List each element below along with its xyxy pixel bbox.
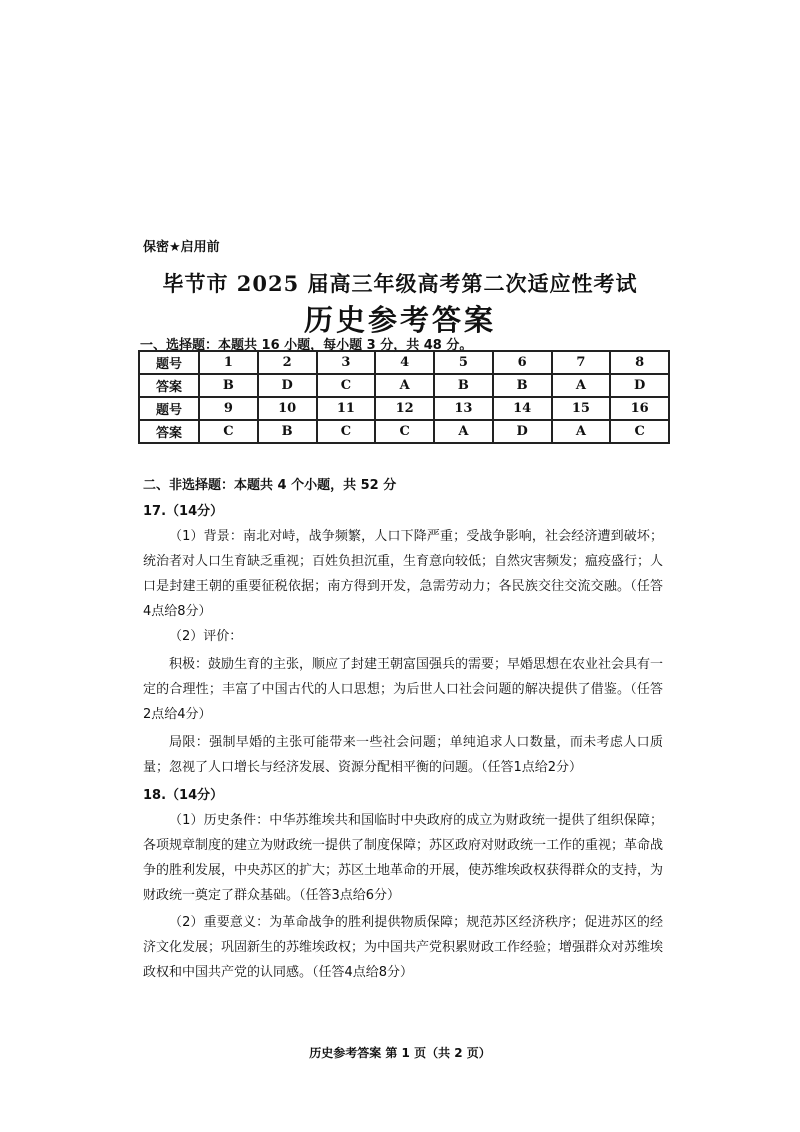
section2-heading: 二、非选择题：本题共 4 个小题，共 52 分	[143, 478, 397, 493]
answer-table-cell: 6	[493, 351, 552, 374]
answer-table-cell: A	[375, 374, 434, 397]
answer-table-cell: 14	[493, 397, 552, 420]
answer-table-row	[139, 351, 669, 374]
answer-table-cell: 11	[317, 397, 376, 420]
answer-table-cell: A	[434, 420, 493, 443]
exam-title: 毕节市 2025 届高三年级高考第二次适应性考试	[162, 271, 638, 296]
answer-table-cell: B	[434, 374, 493, 397]
answer-table-cell: 4	[375, 351, 434, 374]
question-18-part2: （2）重要意义：为革命战争的胜利提供物质保障；规范苏区经济秩序；促进苏区的经济文化发展；巩固新生的苏维埃政权；为中国共产党积累财政工作经验；增强群众对苏维埃政权和中国共产党的认同感。（任答4点给8分）	[143, 915, 664, 980]
answer-table-cell: 10	[258, 397, 317, 420]
question-17-title: 17.（14分）	[143, 504, 224, 519]
question-17-positive: 积极：鼓励生育的主张，顺应了封建王朝富国强兵的需要；早婚思想在农业社会具有一定的合理性；丰富了中国古代的人口思想；为后世人口社会问题的解决提供了借鉴。（任答2点给4分）	[143, 657, 664, 722]
question-18-title: 18.（14分）	[143, 788, 224, 803]
answer-table-row-label: 答案	[139, 420, 199, 443]
answer-table-row	[139, 420, 669, 443]
answer-table-cell: 5	[434, 351, 493, 374]
answer-table-cell: D	[493, 420, 552, 443]
answer-table-cell: 12	[375, 397, 434, 420]
question-17-part2-label: （2）评价：	[169, 629, 243, 644]
answer-table-cell: D	[258, 374, 317, 397]
question-17-part1: （1）背景：南北对峙，战争频繁，人口下降严重；受战争影响，社会经济遭到破坏；统治者对人口生育缺乏重视；百姓负担沉重，生育意向较低；自然灾害频发；瘟疫盛行；人口是封建王朝的重要征税依据；南方得到开发，急需劳动力；各民族交往交流交融。（任答4点给8分）	[143, 529, 664, 619]
answer-table	[138, 350, 670, 444]
answer-table-cell: 8	[610, 351, 669, 374]
answer-table-cell: 2	[258, 351, 317, 374]
answer-table-cell: C	[317, 374, 376, 397]
answer-table-cell: 3	[317, 351, 376, 374]
answer-table-cell: D	[610, 374, 669, 397]
question-17-limitation: 局限：强制早婚的主张可能带来一些社会问题；单纯追求人口数量，而未考虑人口质量；忽视了人口增长与经济发展、资源分配相平衡的问题。（任答1点给2分）	[143, 735, 663, 775]
answer-table-cell: B	[199, 374, 258, 397]
answer-table-cell: C	[375, 420, 434, 443]
answer-table-cell: 15	[552, 397, 611, 420]
page-footer: 历史参考答案 第 1 页（共 2 页）	[309, 1046, 491, 1060]
confidential-label: 保密★启用前	[143, 240, 220, 255]
answer-table-cell: 7	[552, 351, 611, 374]
answer-table-cell: 16	[610, 397, 669, 420]
answer-table-cell: 13	[434, 397, 493, 420]
answer-table-cell: A	[552, 374, 611, 397]
answer-table-row-label: 题号	[139, 351, 199, 374]
answer-table-cell: B	[493, 374, 552, 397]
answer-table-row	[139, 374, 669, 397]
answer-table-row-label: 答案	[139, 374, 199, 397]
answer-table-cell: A	[552, 420, 611, 443]
answer-table-cell: C	[610, 420, 669, 443]
answer-table-cell: 9	[199, 397, 258, 420]
answer-table-row	[139, 397, 669, 420]
answer-table-cell: B	[258, 420, 317, 443]
answer-table-cell: C	[317, 420, 376, 443]
answer-table-row-label: 题号	[139, 397, 199, 420]
question-18-part1: （1）历史条件：中华苏维埃共和国临时中央政府的成立为财政统一提供了组织保障；各项规章制度的建立为财政统一提供了制度保障；苏区政府对财政统一工作的重视；革命战争的胜利发展，中央苏区的扩大；苏区土地革命的开展，使苏维埃政权获得群众的支持，为财政统一奠定了群众基础。（任答3点给6分）	[143, 813, 664, 903]
document-title: 历史参考答案	[303, 303, 496, 337]
answer-table-cell: 1	[199, 351, 258, 374]
section1-heading: 一、选择题：本题共 16 小题，每小题 3 分，共 48 分。	[140, 338, 473, 353]
answer-table-cell: C	[199, 420, 258, 443]
